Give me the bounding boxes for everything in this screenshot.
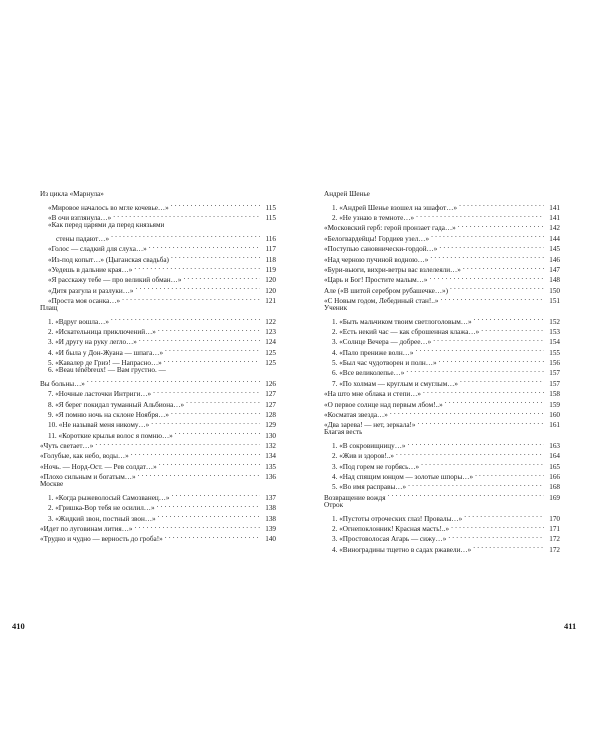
- dot-leader: [159, 458, 260, 468]
- dot-leader: [445, 396, 544, 406]
- toc-entry-page-number: 119: [265, 265, 276, 274]
- toc-entry-page-number: 138: [265, 514, 276, 523]
- toc-section-heading: [40, 365, 276, 375]
- toc-entry-title: «Дитя разгула и разлуки…»: [48, 286, 134, 295]
- toc-entry-page-number: 141: [549, 214, 560, 223]
- toc-entry-page-number: 148: [549, 276, 560, 285]
- toc-entry-page-number: 150: [549, 286, 560, 295]
- toc-entry-page-number: 127: [265, 390, 276, 399]
- toc-entry-title: «Над черною пучиной водною…»: [324, 255, 429, 264]
- toc-entry-title: 5. «Кавалер де Гриэ! — Напрасно…»: [48, 359, 162, 368]
- toc-entry: [40, 489, 276, 502]
- toc-entry-page-number: 118: [265, 255, 276, 264]
- dot-leader: [431, 230, 544, 240]
- dot-leader: [430, 251, 544, 261]
- toc-entry-title: 7. «Ночные ласточки Интриги…»: [48, 390, 152, 399]
- dot-leader: [157, 500, 260, 510]
- dot-leader: [439, 241, 544, 251]
- toc-entry-title: Отрок: [324, 500, 344, 509]
- toc-entry-page-number: 137: [265, 493, 276, 502]
- dot-leader: [388, 489, 545, 499]
- dot-leader: [448, 531, 544, 541]
- toc-entry-title: «Косматая звезда…»: [324, 410, 388, 419]
- toc-entry-title: «В очи взглянула…»: [48, 214, 112, 223]
- toc-entry-page-number: 120: [265, 286, 276, 295]
- toc-entry-page-number: 154: [549, 338, 560, 347]
- dot-leader: [418, 417, 544, 427]
- toc-entry-page-number: 135: [265, 462, 276, 471]
- toc-entry-title: 4. «Над спящим юнцом — золотые шпоры…»: [332, 473, 474, 482]
- toc-section-heading: [40, 220, 276, 230]
- toc-entry-page-number: 142: [549, 224, 560, 233]
- toc-entry-title: 4. «Виноградины тщетно в садах ржавели…»: [332, 545, 472, 554]
- dot-leader: [138, 469, 260, 479]
- dot-leader: [416, 210, 544, 220]
- toc-entry-title: «Царь и Бог! Простите малым…»: [324, 276, 428, 285]
- toc-entry-page-number: 116: [265, 234, 276, 243]
- toc-entry-title: «Голос — сладкий для слуха…»: [48, 245, 147, 254]
- toc-entry-page-number: 145: [549, 245, 560, 254]
- toc-entry-title: Ученик: [324, 303, 348, 312]
- toc-entry-page-number: 157: [549, 379, 560, 388]
- toc-entry-title: 10. «Не называй меня никому…»: [48, 421, 150, 430]
- toc-entry-page-number: 151: [549, 296, 560, 305]
- dot-leader: [172, 489, 260, 499]
- toc-entry-title: 3. «Простоволосая Агарь — сижу…»: [332, 535, 447, 544]
- toc-entry-title: Вы больны…»: [40, 379, 85, 388]
- dot-leader: [396, 448, 544, 458]
- dot-leader: [87, 375, 260, 385]
- dot-leader: [134, 262, 260, 272]
- toc-entry-page-number: 171: [549, 524, 560, 533]
- dot-leader: [134, 521, 260, 531]
- toc-entry: [40, 375, 276, 388]
- dot-leader: [421, 458, 544, 468]
- toc-entry-title: «Уедешь в дальние края…»: [48, 265, 133, 274]
- toc-entry-page-number: 125: [265, 359, 276, 368]
- dot-leader: [122, 293, 260, 303]
- toc-entry: [324, 313, 560, 326]
- toc-entry-title: «Мировое началось во мгле кочевье…»: [48, 203, 169, 212]
- toc-entry: [324, 510, 560, 523]
- toc-entry-title: 9. «Я помню ночь на склоне Ноября…»: [48, 410, 170, 419]
- toc-entry-page-number: 144: [549, 234, 560, 243]
- toc-left-page: [40, 189, 276, 544]
- toc-entry-page-number: 146: [549, 255, 560, 264]
- toc-entry-page-number: 159: [549, 400, 560, 409]
- toc-entry-page-number: 139: [265, 524, 276, 533]
- dot-leader: [430, 272, 544, 282]
- toc-entry-page-number: 132: [265, 441, 276, 450]
- toc-entry-page-number: 127: [265, 400, 276, 409]
- toc-entry: [40, 199, 276, 212]
- dot-leader: [151, 417, 260, 427]
- dot-leader: [95, 438, 260, 448]
- toc-entry-page-number: 155: [549, 348, 560, 357]
- toc-entry-title: 1. «Пустоты отроческих глаз! Провалы…»: [332, 514, 463, 523]
- toc-section-heading: [324, 189, 560, 199]
- toc-entry-page-number: 126: [265, 379, 276, 388]
- toc-entry-page-number: 140: [265, 535, 276, 544]
- dot-leader: [408, 438, 544, 448]
- dot-leader: [131, 448, 260, 458]
- dot-leader: [165, 344, 260, 354]
- dot-leader: [459, 199, 544, 209]
- toc-entry-page-number: 117: [265, 245, 276, 254]
- dot-leader: [440, 293, 544, 303]
- toc-entry-page-number: 156: [549, 359, 560, 368]
- toc-entry-title: 3. «Под горем не горбясь…»: [332, 462, 420, 471]
- dot-leader: [171, 199, 260, 209]
- toc-entry-title: 6. «Все великолепье…»: [332, 369, 405, 378]
- dot-leader: [406, 365, 544, 375]
- toc-entry-title: Москве: [40, 480, 64, 489]
- toc-entry-title: «Ночь. — Норд-Ост. — Рев солдат…»: [40, 462, 157, 471]
- toc-entry: [324, 438, 560, 448]
- toc-entry-title: Благая весть: [324, 428, 363, 437]
- toc-section-heading: [324, 427, 560, 437]
- toc-entry-page-number: 122: [265, 317, 276, 326]
- toc-entry-page-number: 163: [549, 441, 560, 450]
- toc-entry-title: «Из-под копыт…» (Цыганская свадьба): [48, 255, 169, 264]
- toc-entry-title: 2. «Есть некий час — как сброшенная клажа…»: [332, 328, 480, 337]
- toc-entry-title: 5. «Был час чудотворен и полн…»: [332, 359, 437, 368]
- dot-leader: [423, 386, 544, 396]
- toc-entry-page-number: 165: [549, 462, 560, 471]
- toc-entry-page-number: 141: [549, 203, 560, 212]
- page-number-left: 410: [12, 621, 25, 631]
- toc-entry-page-number: 157: [549, 369, 560, 378]
- toc-entry-title: 3. «Жидкий звон, постный звон…»: [48, 514, 156, 523]
- toc-entry-title: 2. «Не узнаю в темноте…»: [332, 214, 415, 223]
- toc-entry-page-number: 170: [549, 514, 560, 523]
- toc-entry-page-number: 153: [549, 328, 560, 337]
- toc-entry-title: 11. «Короткие крылья волос я помню…»: [48, 431, 173, 440]
- toc-entry-title: 1. «В сокровищницу…»: [332, 441, 406, 450]
- toc-entry-title: «Идет по луговинам лития…»: [40, 524, 133, 533]
- toc-entry-title: «Бури-вьюги, вихри-ветры вас взлелеяли…»: [324, 265, 461, 274]
- toc-entry-title: Из цикла «Марнула»: [40, 190, 104, 198]
- dot-leader: [481, 324, 544, 334]
- toc-entry-title: Але («В шитой серебром рубашечке…»): [324, 286, 448, 295]
- dot-leader: [139, 334, 260, 344]
- toc-entry-page-number: 128: [265, 410, 276, 419]
- toc-entry-page-number: 169: [549, 493, 560, 502]
- toc-entry-title: 4. «И была у Дон-Жуана — шпага…»: [48, 348, 164, 357]
- toc-entry-page-number: 125: [265, 348, 276, 357]
- toc-entry-title: «О первое солнце над первым лбом!..»: [324, 400, 443, 409]
- toc-entry-title: 8. «Я берег покидал туманный Альбиона…»: [48, 400, 185, 409]
- toc-entry-page-number: 160: [549, 410, 560, 419]
- toc-entry-title: 1. «Андрей Шенье взошел на эшафот…»: [332, 203, 458, 212]
- dot-leader: [415, 344, 544, 354]
- toc-entry-page-number: 172: [549, 535, 560, 544]
- toc-entry-title: «Два зарева! — нет, зеркала!»: [324, 421, 416, 430]
- dot-leader: [458, 220, 544, 230]
- toc-entry-title: 2. «Гришка-Вор тебя не осилил…»: [48, 504, 155, 513]
- toc-entry-title: 3. «И другу на руку легло…»: [48, 338, 137, 347]
- toc-entry-title: 4. «Пало прениже волн…»: [332, 348, 414, 357]
- toc-entry-title: «Чуть светает…»: [40, 441, 94, 450]
- toc-entry-title: «Трудно и чудно — верность до гроба!»: [40, 535, 163, 544]
- toc-entry-title: 2. «Жив и здоров!..»: [332, 452, 395, 461]
- toc-entry-page-number: 152: [549, 317, 560, 326]
- toc-entry-title: «Белогвардейцы! Гордиев узел…»: [324, 234, 430, 243]
- toc-entry-title: 1. «Когда рыжеволосый Самозванец…»: [48, 493, 170, 502]
- toc-entry-page-number: 136: [265, 473, 276, 482]
- toc-entry-title: 5. «Во имя расправы…»: [332, 483, 407, 492]
- toc-entry-title: Возвращение вождя: [324, 493, 386, 502]
- dot-leader: [111, 313, 260, 323]
- toc-entry-title: «Плохо сильным и богатым…»: [40, 473, 136, 482]
- toc-section-heading: [40, 189, 276, 199]
- toc-entry-title: 2. «Огнепоклонник! Красная масть!..»: [332, 524, 450, 533]
- toc-entry-title: «Московский герб: герой пронзает гада…»: [324, 224, 456, 233]
- toc-entry-title: 1. «Вдруг вошла…»: [48, 317, 109, 326]
- dot-leader: [164, 355, 260, 365]
- toc-entry-title: «Как перед царями да перед князьями: [48, 221, 165, 230]
- toc-entry-page-number: 138: [265, 504, 276, 513]
- toc-entry-page-number: 161: [549, 421, 560, 430]
- dot-leader: [390, 407, 544, 417]
- toc-entry-page-number: 129: [265, 421, 276, 430]
- toc-entry-title: «Проста моя осанка…»: [48, 296, 121, 305]
- dot-leader: [474, 313, 544, 323]
- dot-leader: [464, 510, 544, 520]
- toc-entry: [324, 199, 560, 212]
- dot-leader: [186, 396, 260, 406]
- dot-leader: [460, 375, 544, 385]
- toc-entry-page-number: 134: [265, 452, 276, 461]
- toc-entry-title: «Я расскажу тебе — про великий обман…»: [48, 276, 182, 285]
- dot-leader: [463, 262, 544, 272]
- toc-entry-title: «С Новым годом, Лебединый стан!..»: [324, 296, 439, 305]
- dot-leader: [113, 210, 260, 220]
- toc-entry-title: стены падают…»: [56, 234, 110, 243]
- toc-entry-page-number: 115: [265, 214, 276, 223]
- toc-entry-title: 6. «Beau ténébreux! — Вам грустно. —: [48, 366, 166, 375]
- toc-entry-title: «Поступью сановнически-гордой…»: [324, 245, 438, 254]
- dot-leader: [171, 251, 260, 261]
- dot-leader: [433, 334, 544, 344]
- dot-leader: [473, 541, 544, 551]
- dot-leader: [158, 510, 260, 520]
- dot-leader: [451, 521, 544, 531]
- dot-leader: [408, 479, 544, 489]
- toc-entry-title: Плащ: [40, 303, 58, 312]
- toc-entry-title: Андрей Шенье: [324, 190, 370, 198]
- dot-leader: [475, 469, 544, 479]
- dot-leader: [111, 230, 260, 240]
- toc-entry-page-number: 123: [265, 328, 276, 337]
- dot-leader: [175, 427, 260, 437]
- toc-entry-page-number: 115: [265, 203, 276, 212]
- toc-entry: [40, 230, 276, 243]
- toc-entry-page-number: 164: [549, 452, 560, 461]
- dot-leader: [439, 355, 544, 365]
- toc-entry-title: «На што мне облака и степи…»: [324, 390, 421, 399]
- toc-entry-title: 3. «Солнце Вечера — добрее…»: [332, 338, 432, 347]
- dot-leader: [153, 386, 260, 396]
- toc-entry-title: «Голубые, как небо, воды…»: [40, 452, 129, 461]
- toc-entry-page-number: 158: [549, 390, 560, 399]
- toc-entry-page-number: 168: [549, 483, 560, 492]
- dot-leader: [450, 282, 544, 292]
- toc-entry: [40, 313, 276, 326]
- toc-entry-page-number: 147: [549, 265, 560, 274]
- dot-leader: [149, 241, 260, 251]
- toc-entry-page-number: 130: [265, 431, 276, 440]
- dot-leader: [135, 282, 260, 292]
- toc-entry-page-number: 172: [549, 545, 560, 554]
- toc-entry-page-number: 124: [265, 338, 276, 347]
- toc-entry-title: 2. «Искательница приключений…»: [48, 328, 156, 337]
- toc-entry-page-number: 120: [265, 276, 276, 285]
- dot-leader: [158, 324, 260, 334]
- toc-entry-page-number: 121: [265, 296, 276, 305]
- page-number-right: 411: [564, 621, 577, 631]
- toc-right-page: [324, 189, 560, 552]
- dot-leader: [165, 531, 260, 541]
- dot-leader: [171, 407, 260, 417]
- dot-leader: [183, 272, 260, 282]
- toc-entry-title: 1. «Быть мальчиком твоим светлоголовым…»: [332, 317, 472, 326]
- toc-entry-page-number: 166: [549, 473, 560, 482]
- toc-entry-title: 7. «По холмам — круглым и смуглым…»: [332, 379, 459, 388]
